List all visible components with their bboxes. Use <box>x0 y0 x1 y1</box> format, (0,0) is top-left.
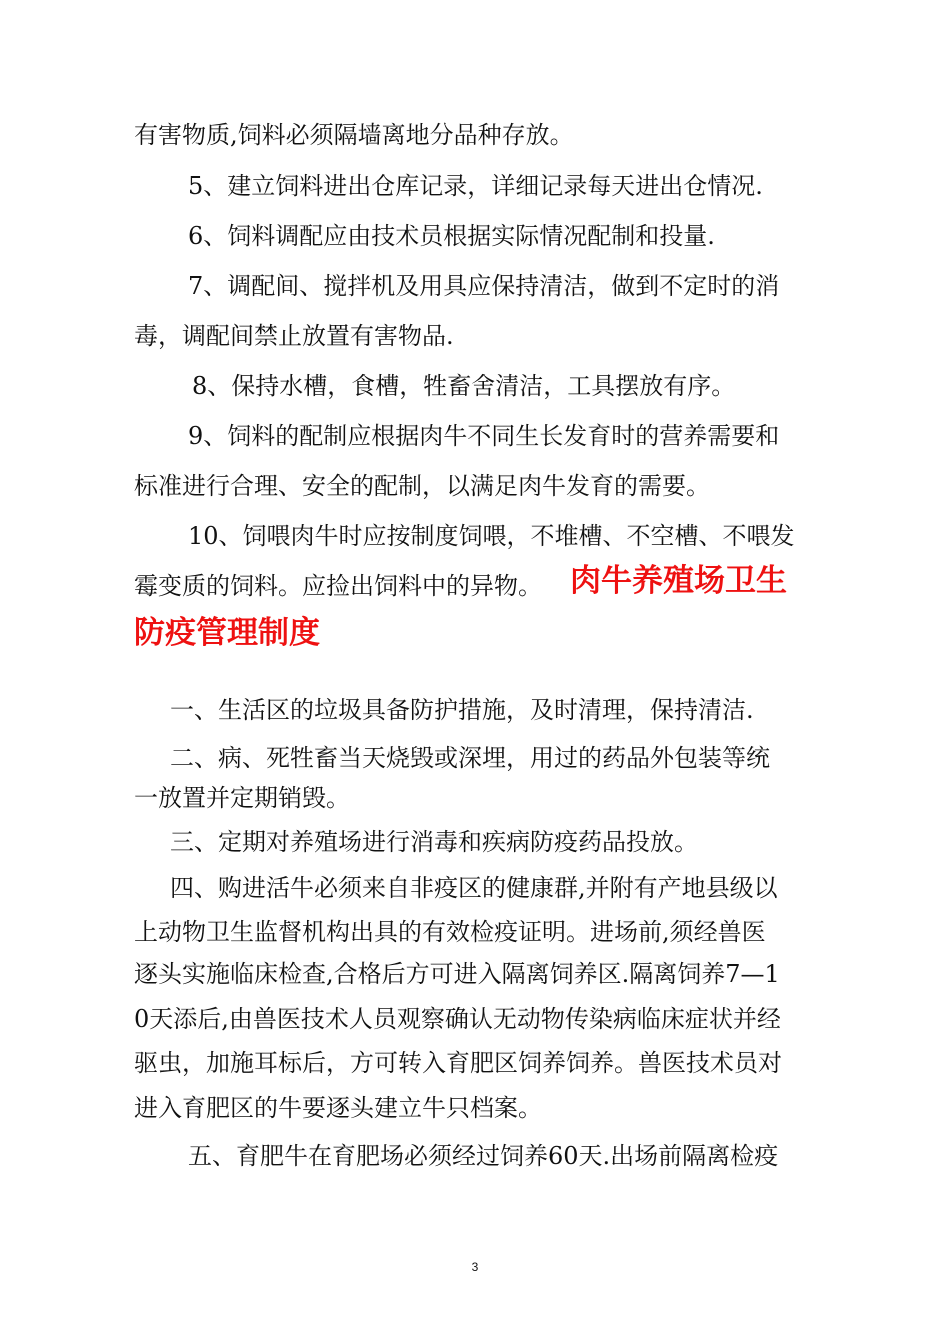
text-line-22: 五、育肥牛在育肥场必须经过饲养60天.出场前隔离检疫 <box>188 1142 779 1170</box>
text-line-16: 四、购进活牛必须来自非疫区的健康群,并附有产地县级以 <box>170 874 778 902</box>
text-line-7: 9、饲料的配制应根据肉牛不同生长发育时的营养需要和 <box>188 422 780 450</box>
text-line-18: 逐头实施临床检查,合格后方可进入隔离饲养区.隔离饲养7—1 <box>134 960 780 988</box>
text-line-10: 霉变质的饲料。应捡出饲料中的异物。 <box>134 572 542 600</box>
text-line-13: 二、病、死牲畜当天烧毁或深埋，用过的药品外包装等统 <box>170 744 770 772</box>
text-line-3: 6、饲料调配应由技术员根据实际情况配制和投量. <box>188 222 715 250</box>
text-line-8: 标准进行合理、安全的配制，以满足肉牛发育的需要。 <box>134 472 710 500</box>
text-line-5: 毒，调配间禁止放置有害物品. <box>134 322 454 350</box>
text-line-6: 8、保持水槽，食槽，牲畜舍清洁，工具摆放有序。 <box>192 372 736 400</box>
text-line-20: 驱虫，加施耳标后，方可转入育肥区饲养饲养。兽医技术员对 <box>134 1049 782 1077</box>
text-line-15: 三、定期对养殖场进行消毒和疾病防疫药品投放。 <box>170 828 698 856</box>
text-line-17: 上动物卫生监督机构出具的有效检疫证明。进场前,须经兽医 <box>134 918 766 946</box>
page-number: 3 <box>471 1260 479 1274</box>
section-heading-part1: 肉牛养殖场卫生 <box>570 563 787 599</box>
section-heading-part2: 防疫管理制度 <box>134 615 320 651</box>
text-line-9: 10、饲喂肉牛时应按制度饲喂，不堆槽、不空槽、不喂发 <box>188 522 795 550</box>
text-line-12: 一、生活区的垃圾具备防护措施，及时清理，保持清洁. <box>170 696 754 724</box>
text-line-1: 有害物质,饲料必须隔墙离地分品种存放。 <box>134 121 574 149</box>
text-line-19: 0天添后,由兽医技术人员观察确认无动物传染病临床症状并经 <box>134 1005 781 1033</box>
text-line-4: 7、调配间、搅拌机及用具应保持清洁，做到不定时的消 <box>188 272 780 300</box>
text-line-2: 5、建立饲料进出仓库记录，详细记录每天进出仓情况. <box>188 172 763 200</box>
text-line-21: 进入育肥区的牛要逐头建立牛只档案。 <box>134 1094 542 1122</box>
text-line-14: 一放置并定期销毁。 <box>134 784 350 812</box>
